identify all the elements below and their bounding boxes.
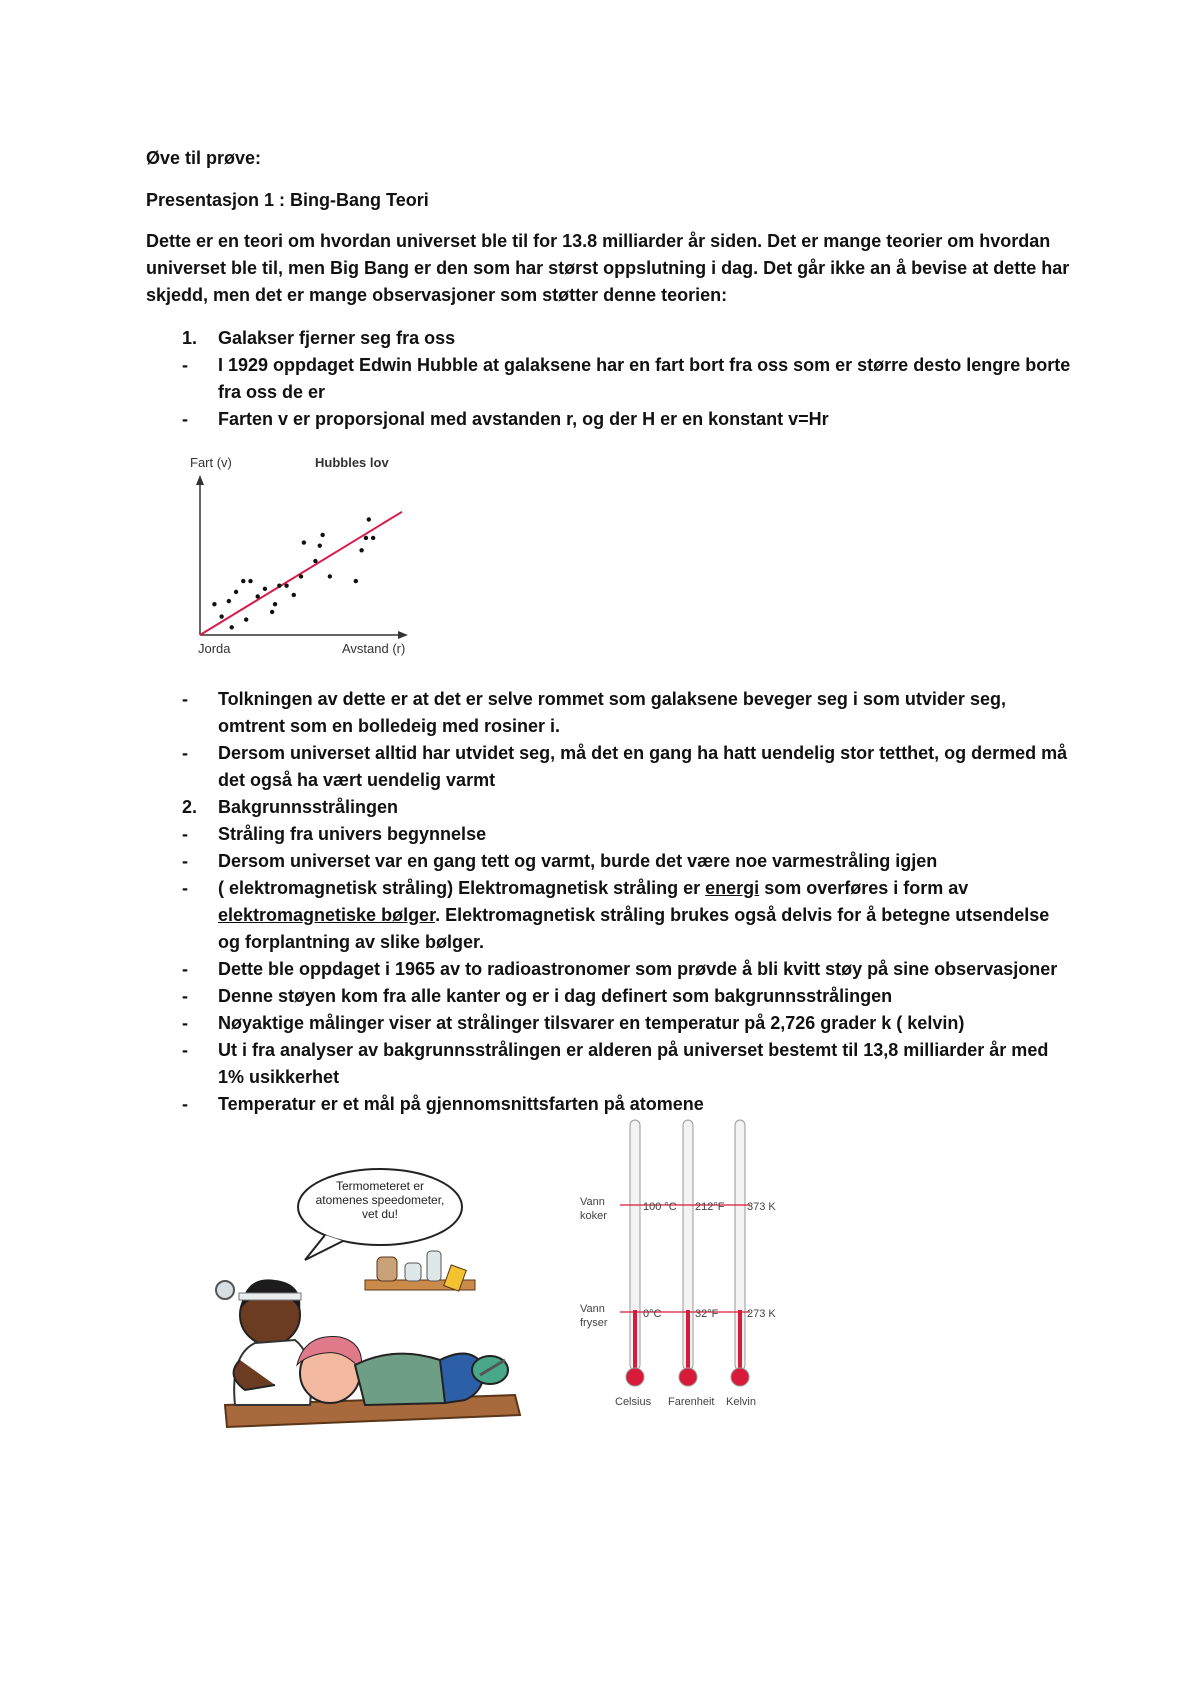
- data-point: [299, 574, 303, 578]
- bullet-dash: -: [182, 824, 188, 844]
- speech-text: Termometeret er atomenes speedometer, vet du!: [315, 1179, 445, 1221]
- thermometers-diagram: [580, 1115, 800, 1425]
- x-axis-arrow: [398, 631, 408, 639]
- data-point: [244, 617, 248, 621]
- data-point: [277, 584, 281, 588]
- bullet-dash: -: [182, 959, 188, 979]
- data-point: [359, 548, 363, 552]
- chart-title: Hubbles lov: [315, 455, 389, 470]
- bullet-text: Nøyaktige målinger viser at strålinger tilsvarer en temperatur på 2,726 grader k ( kelvin): [218, 1013, 965, 1033]
- bullet-dash: -: [182, 1013, 188, 1033]
- bullet-dash: -: [182, 1040, 188, 1060]
- data-point: [367, 517, 371, 521]
- celsius-scale-label: Celsius: [615, 1396, 652, 1408]
- data-point: [248, 579, 252, 583]
- bullet-dash: -: [182, 1094, 188, 1114]
- celsius-boil-value: 100 °C: [643, 1201, 677, 1213]
- bullet-text: Stråling fra univers begynnelse: [218, 824, 487, 844]
- em-text-part: . Elektromagnetisk stråling brukes også delvis for å betegne utsendelse og forplantning av slike bølger.: [218, 905, 1050, 952]
- data-point: [302, 540, 306, 544]
- celsius-bulb: [626, 1368, 644, 1386]
- bullet-text: Ut i fra analyser av bakgrunnsstrålingen er alderen på universet bestemt til 13,8 milliarder år med 1% usikkerhet: [218, 1040, 1049, 1087]
- chart-xlabel: Avstand (r): [342, 641, 406, 656]
- fahrenheit-boil-value: 212°F: [695, 1201, 725, 1213]
- boil-label: Vann koker: [580, 1196, 607, 1222]
- fahrenheit-freeze-value: 32°F: [695, 1308, 719, 1320]
- em-waves-link[interactable]: elektromagnetiske bølger: [218, 905, 436, 925]
- data-point: [227, 599, 231, 603]
- fit-line: [200, 512, 402, 635]
- em-text-part: som overføres i form av: [759, 878, 969, 898]
- data-point: [241, 579, 245, 583]
- kelvin-bulb: [731, 1368, 749, 1386]
- bullet-text: Farten v er proporsjonal med avstanden r, og der H er en konstant v=Hr: [218, 409, 829, 429]
- fahrenheit-mercury: [686, 1310, 690, 1370]
- jar: [427, 1251, 441, 1281]
- chart-ylabel: Fart (v): [190, 455, 232, 470]
- bullet-dash: -: [182, 878, 188, 898]
- headband: [239, 1293, 301, 1300]
- page-heading: Øve til prøve:: [146, 148, 262, 168]
- section-1-number: 1.: [182, 328, 198, 348]
- energi-link[interactable]: energi: [705, 878, 760, 898]
- bullet-text: Tolkningen av dette er at det er selve rommet som galaksene beveger seg i som utvider seg, omtrent som en bolledeig med rosiner i.: [218, 689, 1006, 736]
- data-point: [318, 543, 322, 547]
- section-1-title: Galakser fjerner seg fra oss: [218, 328, 456, 348]
- data-point: [328, 574, 332, 578]
- data-point: [234, 590, 238, 594]
- data-point: [256, 594, 260, 598]
- bullet-text: Dersom universet var en gang tett og varmt, burde det være noe varmestråling igjen: [218, 851, 938, 871]
- data-point: [364, 536, 368, 540]
- bullet-text: Dersom universet alltid har utvidet seg, må det en gang ha hatt uendelig stor tetthet, og dermed må det også ha vært uendelig varmt: [218, 743, 1068, 790]
- bullet-text: Temperatur er et mål på gjennomsnittsfarten på atomene: [218, 1094, 704, 1114]
- hubble-law-chart: [180, 445, 420, 667]
- bullet-text: Dette ble oppdaget i 1965 av to radioastronomer som prøvde å bli kvitt støy på sine observasjoner: [218, 959, 1058, 979]
- bullet-dash: -: [182, 851, 188, 871]
- data-point: [371, 536, 375, 540]
- presentation-title: Presentasjon 1 : Bing-Bang Teori: [146, 190, 429, 210]
- data-point: [273, 602, 277, 606]
- data-point: [313, 559, 317, 563]
- bullet-dash: -: [182, 689, 188, 709]
- thermometer-cartoon: [215, 1165, 555, 1435]
- kelvin-mercury: [738, 1310, 742, 1370]
- data-point: [212, 602, 216, 606]
- bullet-text: I 1929 oppdaget Edwin Hubble at galaksene har en fart bort fra oss som er større desto lengre borte fra oss de er: [218, 355, 1071, 402]
- chart-origin-label: Jorda: [198, 641, 231, 656]
- head-mirror: [216, 1281, 234, 1299]
- bullet-dash: -: [182, 409, 188, 429]
- data-point: [230, 625, 234, 629]
- kelvin-boil-value: 373 K: [747, 1201, 776, 1213]
- intro-paragraph: Dette er en teori om hvordan universet ble til for 13.8 milliarder år siden. Det er mange teorier om hvordan universet ble til, men Big Bang er den som har størst oppslutning i dag. Det går ikke an å bevise at dette har skjedd, men det er mange observasjoner som støtter denne teorien:: [146, 231, 1070, 305]
- data-point: [219, 614, 223, 618]
- celsius-freeze-value: 0°C: [643, 1308, 662, 1320]
- bullet-dash: -: [182, 355, 188, 375]
- bullet-dash: -: [182, 986, 188, 1006]
- bullet-text: [218, 875, 1076, 956]
- data-point: [320, 533, 324, 537]
- freeze-label: Vann fryser: [580, 1303, 608, 1329]
- celsius-mercury: [633, 1310, 637, 1370]
- section-2-number: 2.: [182, 797, 198, 817]
- kelvin-scale-label: Kelvin: [726, 1396, 756, 1408]
- bullet-text: Denne støyen kom fra alle kanter og er i dag definert som bakgrunnsstrålingen: [218, 986, 893, 1006]
- data-point: [284, 584, 288, 588]
- data-point: [354, 579, 358, 583]
- data-point: [263, 587, 267, 591]
- em-text-part: ( elektromagnetisk stråling) Elektromagnetisk stråling er: [218, 878, 706, 898]
- jar: [377, 1257, 397, 1281]
- bullet-dash: -: [182, 743, 188, 763]
- kelvin-freeze-value: 273 K: [747, 1308, 776, 1320]
- fahrenheit-scale-label: Farenheit: [668, 1396, 715, 1408]
- section-2-title: Bakgrunnsstrålingen: [218, 797, 399, 817]
- fahrenheit-bulb: [679, 1368, 697, 1386]
- jar: [405, 1263, 421, 1281]
- patient-sweater: [355, 1354, 449, 1405]
- data-point: [292, 593, 296, 597]
- data-point: [270, 610, 274, 614]
- y-axis-arrow: [196, 475, 204, 485]
